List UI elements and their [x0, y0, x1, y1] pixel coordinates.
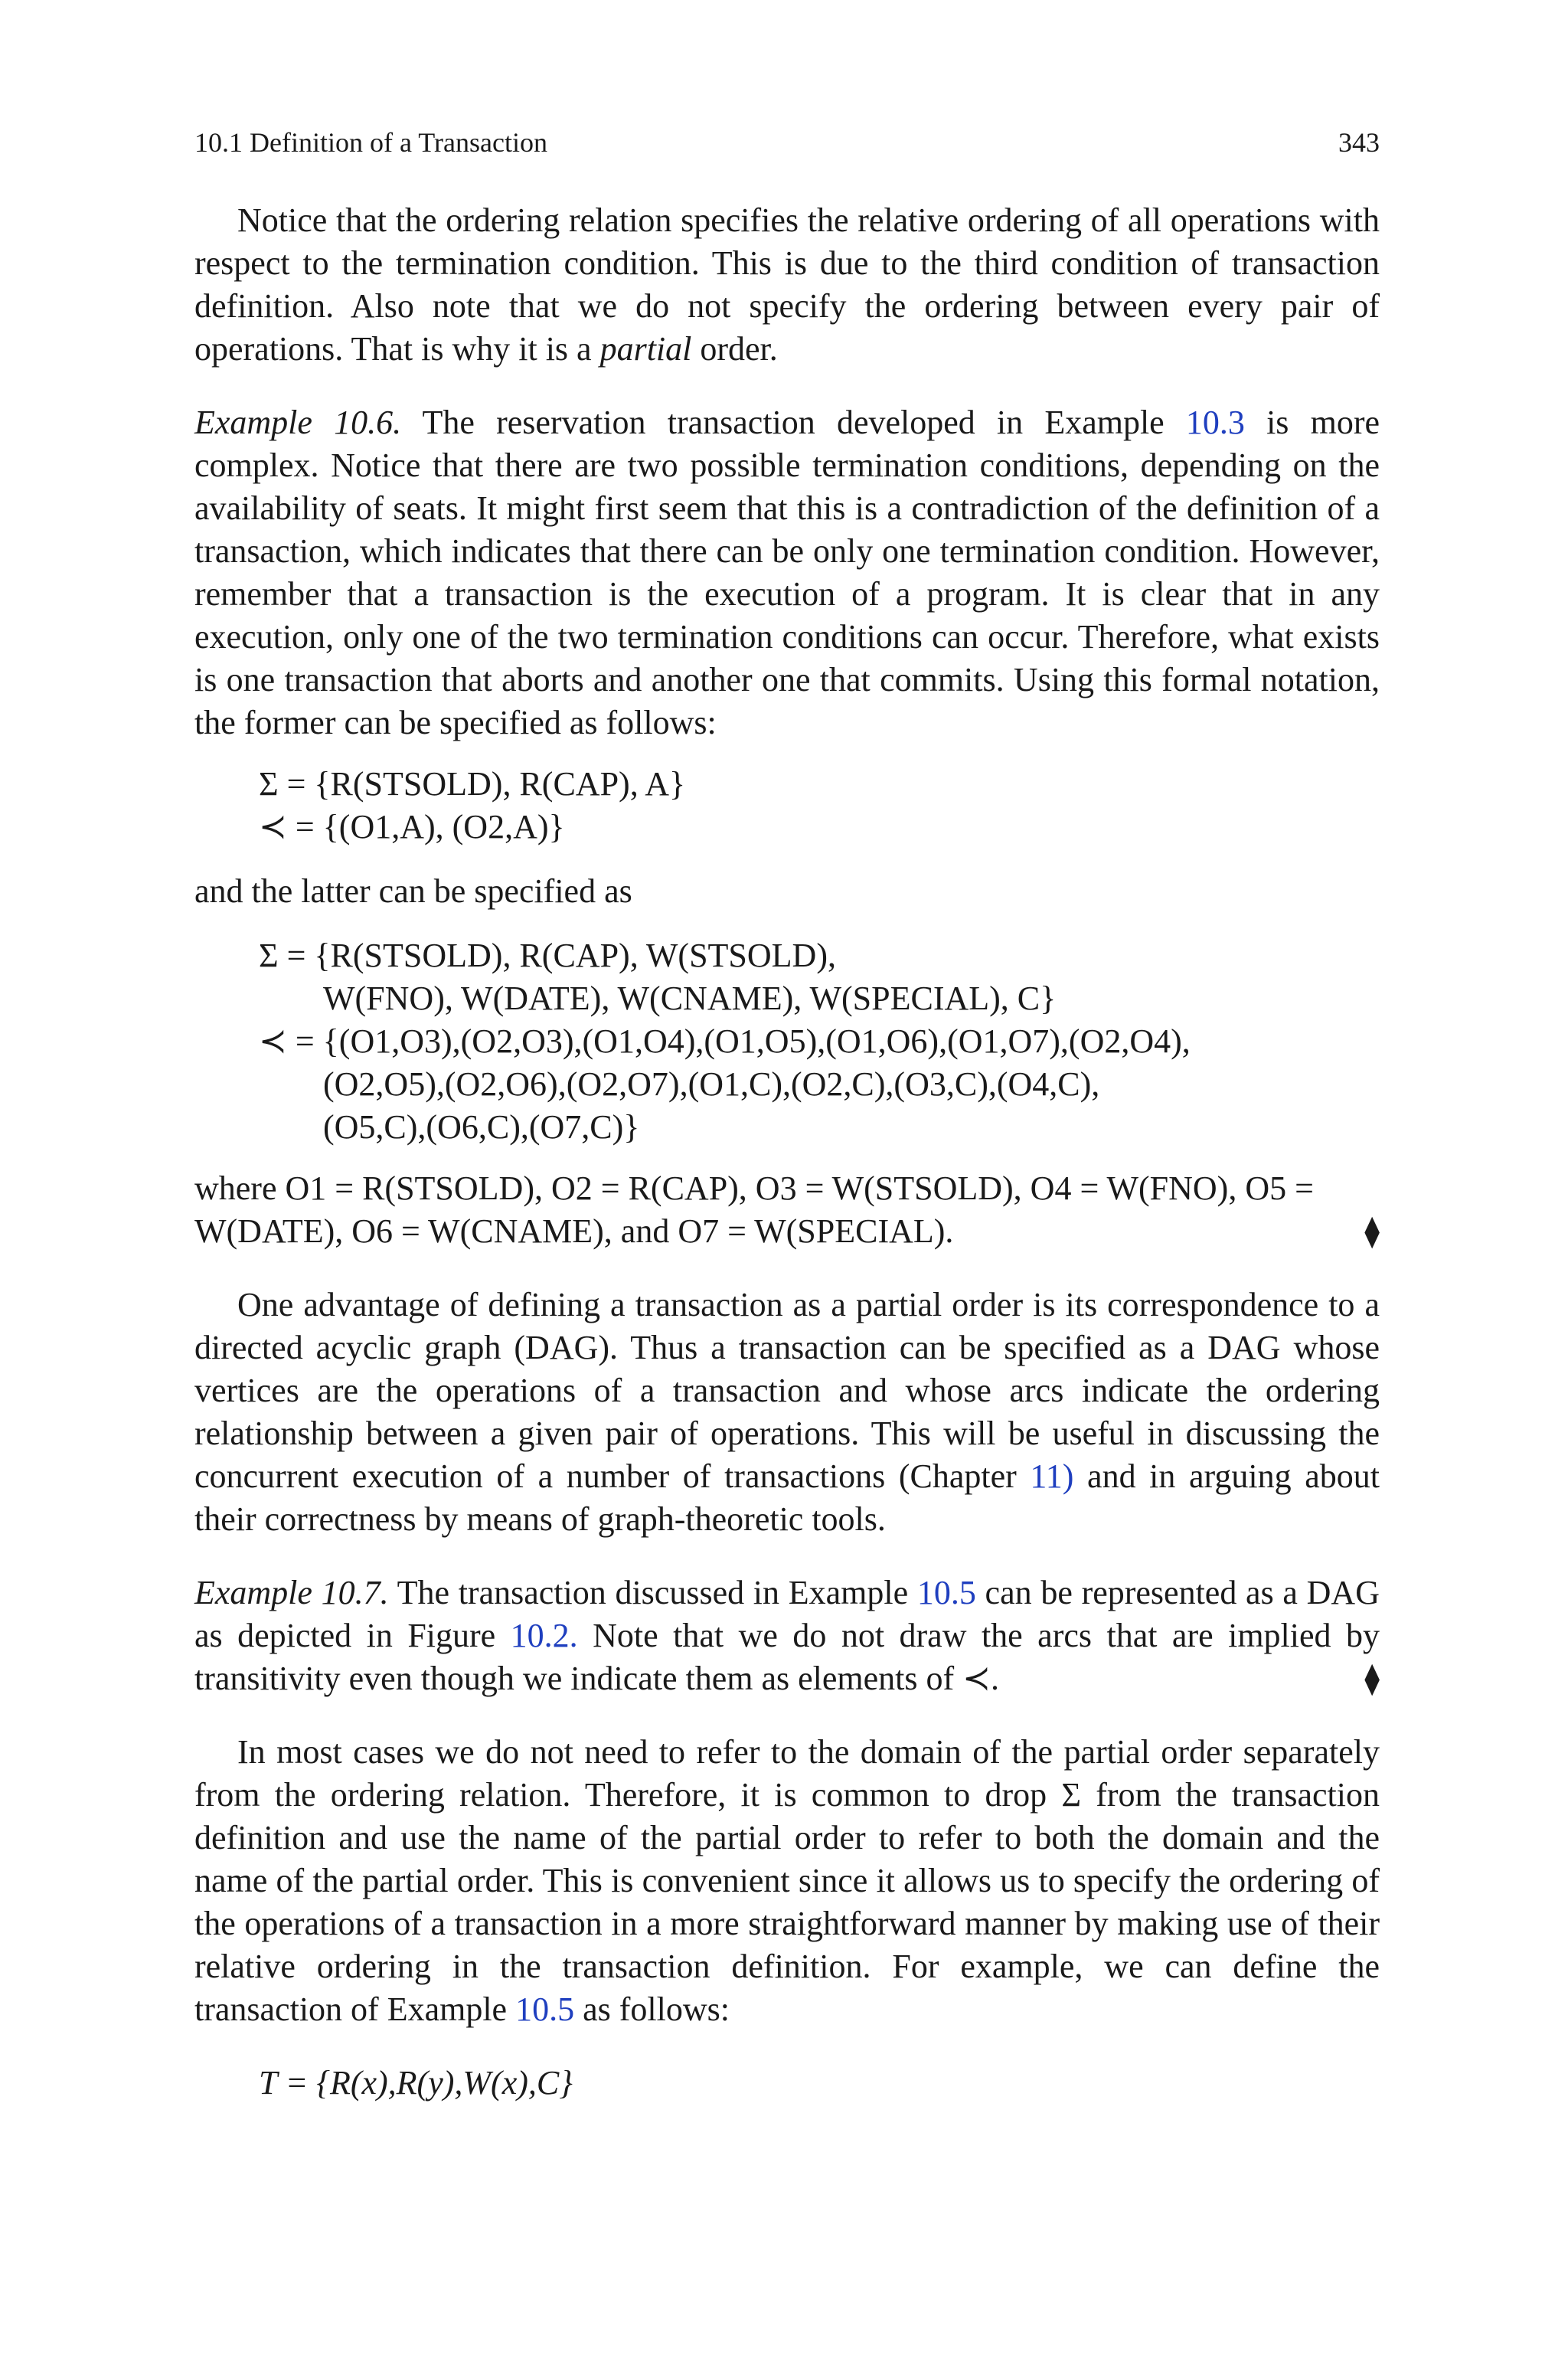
paragraph-domain: In most cases we do not need to refer to the domain of the partial order separately from the ordering relation. Therefore, it is common to drop Σ from the transaction definition and use the name of the partial order to refer to both the domain and the name of the partial order. This is convenient since it allows us to specify the ordering of the operations of a transaction in a more straightforward manner by making use of their relative ordering in the transaction definition. For example, we can define the transaction of Example 10.5 as follows:: [194, 1733, 1380, 2028]
chapter-link[interactable]: 11): [1030, 1457, 1074, 1495]
page: [194, 123, 1380, 2105]
example-10-7: Example 10.7. The transaction discussed in Example 10.5 can be represented as a DAG as depicted in Figure 10.2. Note that we do not draw the arcs that are implied by transitivity even though we indicate them as elements of ≺. ⧫: [194, 1572, 1380, 1700]
example-label: Example 10.7.: [194, 1574, 389, 1611]
formula-line: ≺ = {(O1,A), (O2,A)}: [259, 808, 565, 846]
paragraph-where: where O1 = R(STSOLD), O2 = R(CAP), O3 = W(STSOLD), O4 = W(FNO), O5 = W(DATE), O6 = W(CNAME), and O7 = W(SPECIAL). ⧫: [194, 1167, 1380, 1253]
example-link[interactable]: 10.5: [916, 1574, 976, 1611]
formula-line: (O2,O5),(O2,O6),(O2,O7),(O1,C),(O2,C),(O3,C),(O4,C),: [323, 1065, 1100, 1103]
formula-line: W(FNO), W(DATE), W(CNAME), W(SPECIAL), C}: [323, 980, 1057, 1017]
section-title: 10.1 Definition of a Transaction: [194, 127, 547, 158]
formula-line: (O5,C),(O6,C),(O7,C)}: [323, 1108, 640, 1146]
partial-emphasis: partial: [599, 330, 692, 368]
paragraph-ordering: Notice that the ordering relation specifies the relative ordering of all operations with respect to the termination condition. This is due to the third condition of transaction definition. Also note that we do not specify the ordering between every pair of operations. That is why it is a partial order.: [194, 201, 1380, 368]
formula-t: [194, 2062, 1380, 2105]
example-link[interactable]: 10.5: [515, 1990, 575, 2028]
running-header: [194, 123, 1380, 162]
formula-commit: [194, 934, 1380, 1149]
example-10-6: Example 10.6. The reservation transaction developed in Example 10.3 is more complex. Notice that there are two possible termination conditions, depending on the availability of seats. It might first seem that this is a contradiction of the definition of a transaction, which indicates that there can be only one termination condition. However, remember that a transaction is the execution of a program. It is clear that in any execution, only one of the two termination conditions can occur. Therefore, what exists is one transaction that aborts and another one that commits. Using this formal notation, the former can be specified as follows:: [194, 404, 1380, 741]
end-of-example-icon: ⧫: [1364, 1661, 1380, 1696]
end-of-example-icon: ⧫: [1364, 1214, 1380, 1248]
formula-line: Σ = {R(STSOLD), R(CAP), W(STSOLD),: [259, 937, 836, 974]
paragraph-dag: One advantage of defining a transaction as a partial order is its correspondence to a directed acyclic graph (DAG). Thus a transaction can be specified as a DAG whose vertices are the operations of a transaction and whose arcs indicate the ordering relationship between a given pair of operations. This will be useful in discussing the concurrent execution of a number of transactions (Chapter 11) and in arguing about their correctness by means of graph-theoretic tools.: [194, 1286, 1380, 1538]
formula-line: T = {R(x),R(y),W(x),C}: [259, 2064, 573, 2102]
formula-line: ≺ = {(O1,O3),(O2,O3),(O1,O4),(O1,O5),(O1,O6),(O1,O7),(O2,O4),: [259, 1022, 1191, 1060]
example-label: Example 10.6.: [194, 404, 402, 441]
example-link[interactable]: 10.3: [1185, 404, 1245, 441]
formula-line: Σ = {R(STSOLD), R(CAP), A}: [259, 765, 686, 803]
page-number: 343: [1338, 127, 1380, 158]
paragraph-latter: and the latter can be specified as: [194, 872, 632, 910]
formula-abort: [194, 763, 1380, 849]
figure-link[interactable]: 10.2.: [510, 1617, 578, 1654]
